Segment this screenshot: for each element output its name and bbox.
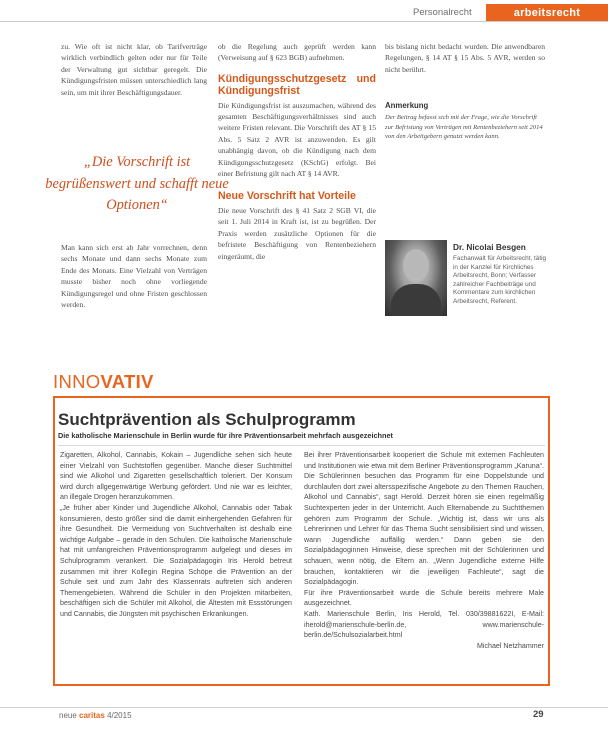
body-paragraph: ob die Regelung auch geprüft werden kann (Verweisung auf § 623 BGB) aufnehmen. xyxy=(218,42,376,63)
magazine-prefix: neue xyxy=(59,711,77,720)
footer-divider xyxy=(0,707,608,708)
subheading-vorteile: Neue Vorschrift hat Vorteile xyxy=(218,190,356,203)
author-photo-body xyxy=(391,284,441,316)
footer-magazine xyxy=(59,711,132,720)
author-name: Dr. Nicolai Besgen xyxy=(453,242,526,252)
article-col3-top xyxy=(385,41,545,75)
box-divider xyxy=(58,445,545,446)
box-subtitle: Die katholische Marienschule in Berlin wurde für ihre Präventionsarbeit mehrfach ausgezeichnet xyxy=(58,431,393,440)
subheading-kuendigung: Kündigungsschutzgesetz und Kündigungsfrist xyxy=(218,72,376,98)
body-paragraph: zu. Wie oft ist nicht klar, ob Tarifverträge wirklich verbindlich gelten oder nur für Teile der Verwaltung gut sichtbar geregelt. Die Kündigungsfristen müssen unterschiedlich lang sein, um mit ihrer Beschäftigungsdauer. xyxy=(61,42,207,97)
body-paragraph: Man kann sich erst ab Jahr vorrechnen, denn sechs Monate und dann sechs Monate zum Ende des Monats. Eine Vielzahl von Verträgen musste bisher noch ohne vorliegende Kündigungsregel und ohne Fristen geschlossen werden. xyxy=(61,243,207,310)
author-photo xyxy=(385,240,447,316)
author-photo-head xyxy=(403,249,429,282)
body-paragraph: Die Kündigungsfrist ist auszumachen, während des gesamten Beschäftigungsverhältnisses sind auch weitere Fristen relevant. Die Vorschrift des AT § 15 Abs. 5 Satz 2 AVR ist anzuwenden. Es gilt unabhängig davon, ob die Kündigung nach dem Kündigungsschutzgesetz (KSchG) erfolgt. Bei einer Befristung gilt nach AT § 14 AVR. xyxy=(218,100,376,179)
header-divider xyxy=(0,21,608,22)
note-box xyxy=(385,101,545,142)
article-col2 xyxy=(218,41,376,262)
box-right-column xyxy=(304,450,544,651)
note-title: Anmerkung xyxy=(385,101,429,110)
category-tab[interactable]: arbeitsrecht xyxy=(486,4,608,22)
note-text: Der Beitrag befasst sich mit der Frage, wie die Vorschrift zur Befristung von Verträgen mit Rentenbeziehern seit 2014 von den Arbeitgebern genutzt werden kann. xyxy=(385,114,543,141)
body-paragraph: bis bislang nicht bedacht wurden. Die anwendbaren Regelungen, § 14 AT § 15 Abs. 5 AVR, werden so nicht berührt. xyxy=(385,42,545,74)
box-paragraph: Für ihre Präventionsarbeit wurde die Schule bereits mehrere Male ausgezeichnet. xyxy=(304,588,544,608)
article-col1-top xyxy=(61,41,207,98)
innovativ-label-bold: VATIV xyxy=(100,371,154,392)
box-title: Suchtprävention als Schulprogramm xyxy=(58,410,356,429)
box-paragraph: Zigaretten, Alkohol, Cannabis, Kokain – Jugendliche sehen sich heute einer Vielzahl von Suchtstoffen gegenüber. Manche dieser Suchtmittel sind wie Alkohol und Zigaretten gesellschaftlich toleriert. Der Konsum wird durch allgegenwärtige Werbung gefördert. Und nie war es leichter, an illegale Drogen heranzukommen. xyxy=(60,451,292,502)
innovativ-label-light: INNO xyxy=(53,371,101,392)
contact-line: Kath. Marienschule Berlin, Iris Herold, Tel. 030/39881622I, E-Mail: iherold@marienschule-berlin.de, www.marienschule-berlin.de/Schulsozialarbeit.html xyxy=(304,609,544,640)
innovativ-label xyxy=(53,371,154,393)
magazine-name: caritas xyxy=(79,711,105,720)
signature: Michael Netzhammer xyxy=(476,641,544,650)
pull-quote: „Die Vorschrift ist begrüßenswert und schafft neue Optionen“ xyxy=(45,154,229,213)
section-label: Personalrecht xyxy=(413,7,472,18)
box-paragraph: Bei ihrer Präventionsarbeit kooperiert die Schule mit externen Fachleuten und Institutionen wie etwa mit dem Berliner Präventionsprogramm „Karuna“. Die Schülerinnen besuchen das Programm für eine Doppelstunde und durchlaufen dort zwei altersspezifische Angebote zu den Themen Rauchen, Alkohol und Cannabis“, sagt Herold. Derzeit hören sie einen regelmäßig Suchtexperten jeder in der Unterricht. Auch Elternabende zu Suchtthemen gehören zum Programm der Schule. „Wichtig ist, dass wir uns als Lehrerinnen und Lehrer für das Thema Sucht sensibilisiert sind und wissen, wann Jugendliche auffällig werden.“ Dann geben sie den Sozialpädagoginnen Hinweise, diese sprechen mit der Schülerinnen und schauen, wenn nötig, die Eltern an. „Wenn Jugendliche externe Hilfe brauchen, kontaktieren wir die jeweiligen Fachleute“, sagt die Sozialpädagogin. xyxy=(304,451,544,587)
issue-number: 4/2015 xyxy=(107,711,132,720)
body-paragraph: Die neue Vorschrift des § 41 Satz 2 SGB VI, die seit 1. Juli 2014 in Kraft ist, ist zu begrüßen. Der Praxis werden zusätzliche Optionen für die befristete Beschäftigung von Rentenbeziehern eingeräumt, die xyxy=(218,205,376,261)
author-bio: Fachanwalt für Arbeitsrecht, tätig in der Kanzlei für Kirchliches Arbeitsrecht, Bonn; Verfasser zahlreicher Fachbeiträge und Kommentare zum kirchlichen Arbeitsrecht, Referent. xyxy=(453,255,547,305)
page-number: 29 xyxy=(533,709,544,720)
box-paragraph: „Je früher aber Kinder und Jugendliche Alkohol, Cannabis oder Tabak konsumieren, desto größer sind die damit einhergehenden Gefahren für ihre Gesundheit. Die Vermeidung von Suchtverhalten ist deshalb eine wichtige Aufgabe – gerade in den Schulen. Die katholische Marienschule hat mit umfangreichen Präventionsprogramm aufgelegt und dieses im Schulprogramm verankert. Die Sozialpädagogin Iris Herold betreut zusammen mit ihrer Kollegin Regina Schöpe die Prävention an der Schule seit und zum Jahr des Klassenrats auftreten sich anderen Themengebieten. Während die Schüler in den Projekten mitarbeiten, beschäftigen sich die Schüler mit Alkohol, die Ältesten mit Essstörungen und Cannabis, die Jüngsten mit psychischen Erkrankungen. xyxy=(60,503,292,618)
article-col1-bottom xyxy=(61,242,207,310)
box-left-column xyxy=(60,450,292,620)
